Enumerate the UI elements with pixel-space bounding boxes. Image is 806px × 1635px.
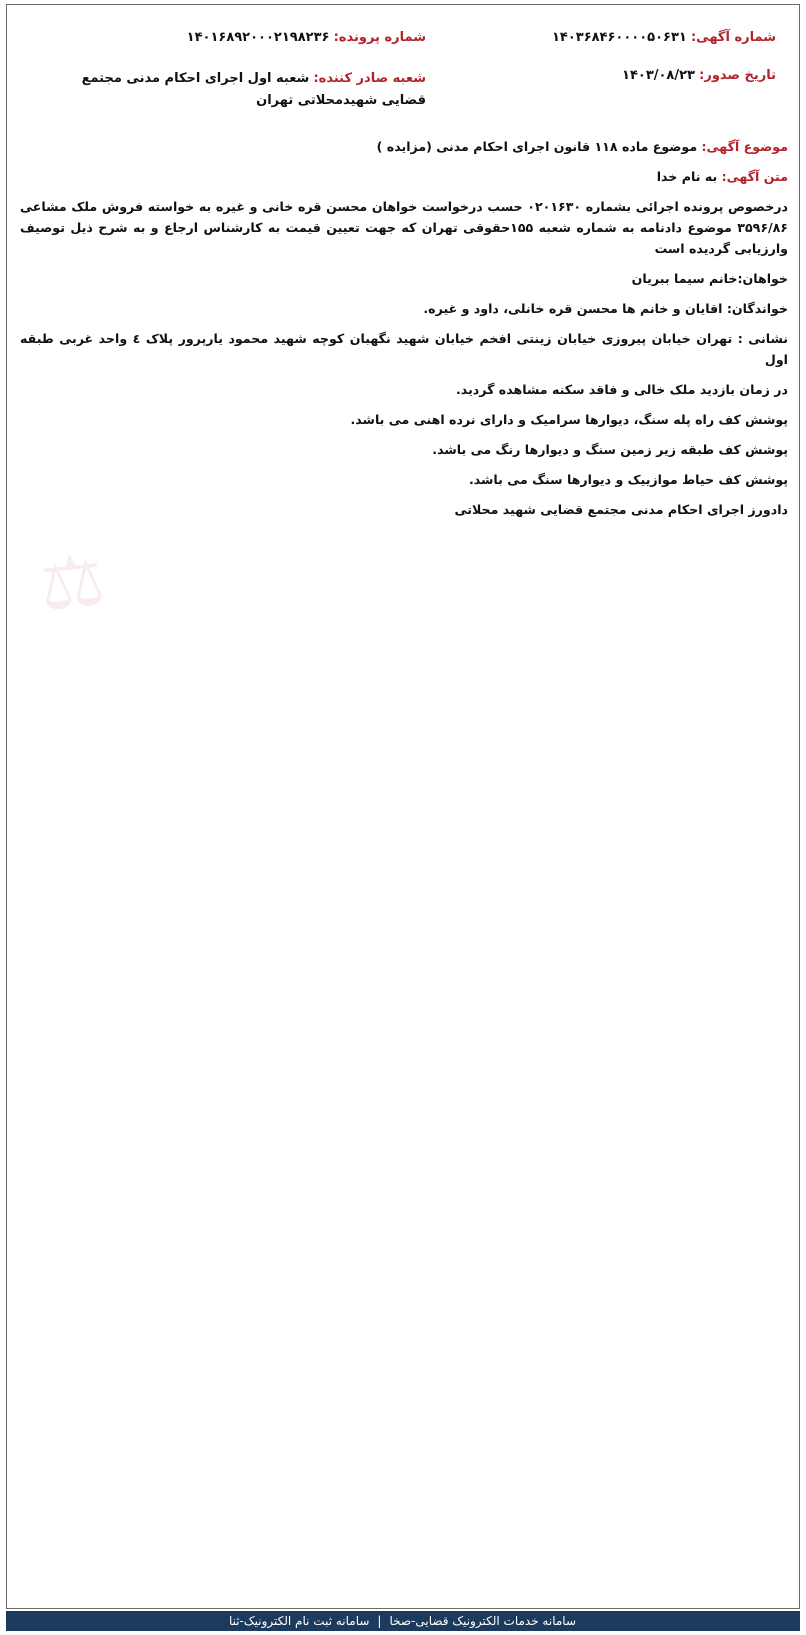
branch bbox=[56, 68, 426, 112]
topic-label: موضوع آگهی: bbox=[701, 139, 788, 154]
paragraph: خواهان:خانم سیما ببریان bbox=[631, 271, 788, 286]
footer-link-sakha[interactable]: سامانه خدمات الکترونیک قضایی-صخا bbox=[389, 1614, 576, 1628]
case-number-value: ۱۴۰۱۶۸۹۲۰۰۰۲۱۹۸۲۳۶ bbox=[186, 30, 330, 45]
text-intro-line bbox=[20, 166, 788, 187]
watermark: ⚖ bbox=[35, 536, 109, 628]
case-number bbox=[187, 30, 426, 45]
paragraph: خواندگان: اقایان و خانم ها محسن قره خانلی، داود و غیره. bbox=[423, 301, 788, 316]
ad-number-label: شماره آگهی: bbox=[690, 30, 776, 45]
paragraph: پوشش کف راه پله سنگ، دیوارها سرامیک و دارای نرده اهنی می باشد. bbox=[350, 412, 788, 427]
topic-value: موضوع ماده ۱۱۸ قانون اجرای احکام مدنی (مزایده ) bbox=[376, 139, 698, 154]
branch-label: شعبه صادر کننده: bbox=[313, 71, 426, 86]
notice-body bbox=[20, 136, 788, 529]
paragraph: پوشش کف طبقه زیر زمین سنگ و دیوارها رنگ می باشد. bbox=[432, 442, 788, 457]
issue-date bbox=[622, 68, 776, 83]
ad-number-value: ۱۴۰۳۶۸۴۶۰۰۰۰۵۰۶۳۱ bbox=[551, 30, 687, 45]
paragraph: درخصوص پرونده اجرائی بشماره ۰۲۰۱۶۳۰ حسب درخواست خواهان محسن قره خانی و غیره به خواسته فروش ملک مشاعی ۳۵۹۶/۸۶ موضوع دادنامه به شماره شعبه ۱۵۵حقوقی تهران که جهت تعیین قیمت به کارشناس ارجاع و به شرح ذیل توصیف وارزیابی گردیده است bbox=[20, 199, 788, 256]
topic-line bbox=[20, 136, 788, 157]
paragraph: دادورز اجرای احکام مدنی مجتمع قضایی شهید محلاتی bbox=[454, 502, 788, 517]
footer-link-sana[interactable]: سامانه ثبت نام الکترونیک-ثنا bbox=[228, 1614, 370, 1628]
footer-bar bbox=[6, 1611, 800, 1631]
paragraph: در زمان بازدید ملک خالی و فاقد سکنه مشاهده گردید. bbox=[456, 382, 788, 397]
text-intro: به نام خدا bbox=[656, 169, 718, 184]
issue-date-value: ۱۴۰۳/۰۸/۲۳ bbox=[622, 68, 695, 83]
paragraph: نشانی : تهران خیابان پیروزی خیابان زینتی افخم خیابان شهید نگهبان کوچه شهید محمود یارپرور پلاک ٤ واحد غربی طبقه اول bbox=[20, 331, 789, 367]
branch-value: شعبه اول اجرای احکام مدنی مجتمع قضایی شهیدمحلاتی تهران bbox=[81, 71, 426, 108]
case-number-label: شماره پرونده: bbox=[333, 30, 426, 45]
paragraph: پوشش کف حیاط موازییک و دیوارها سنگ می باشد. bbox=[468, 472, 788, 487]
ad-number bbox=[552, 30, 776, 45]
text-label: متن آگهی: bbox=[721, 169, 788, 184]
issue-date-label: تاریخ صدور: bbox=[699, 68, 776, 83]
footer-separator: | bbox=[377, 1614, 382, 1628]
